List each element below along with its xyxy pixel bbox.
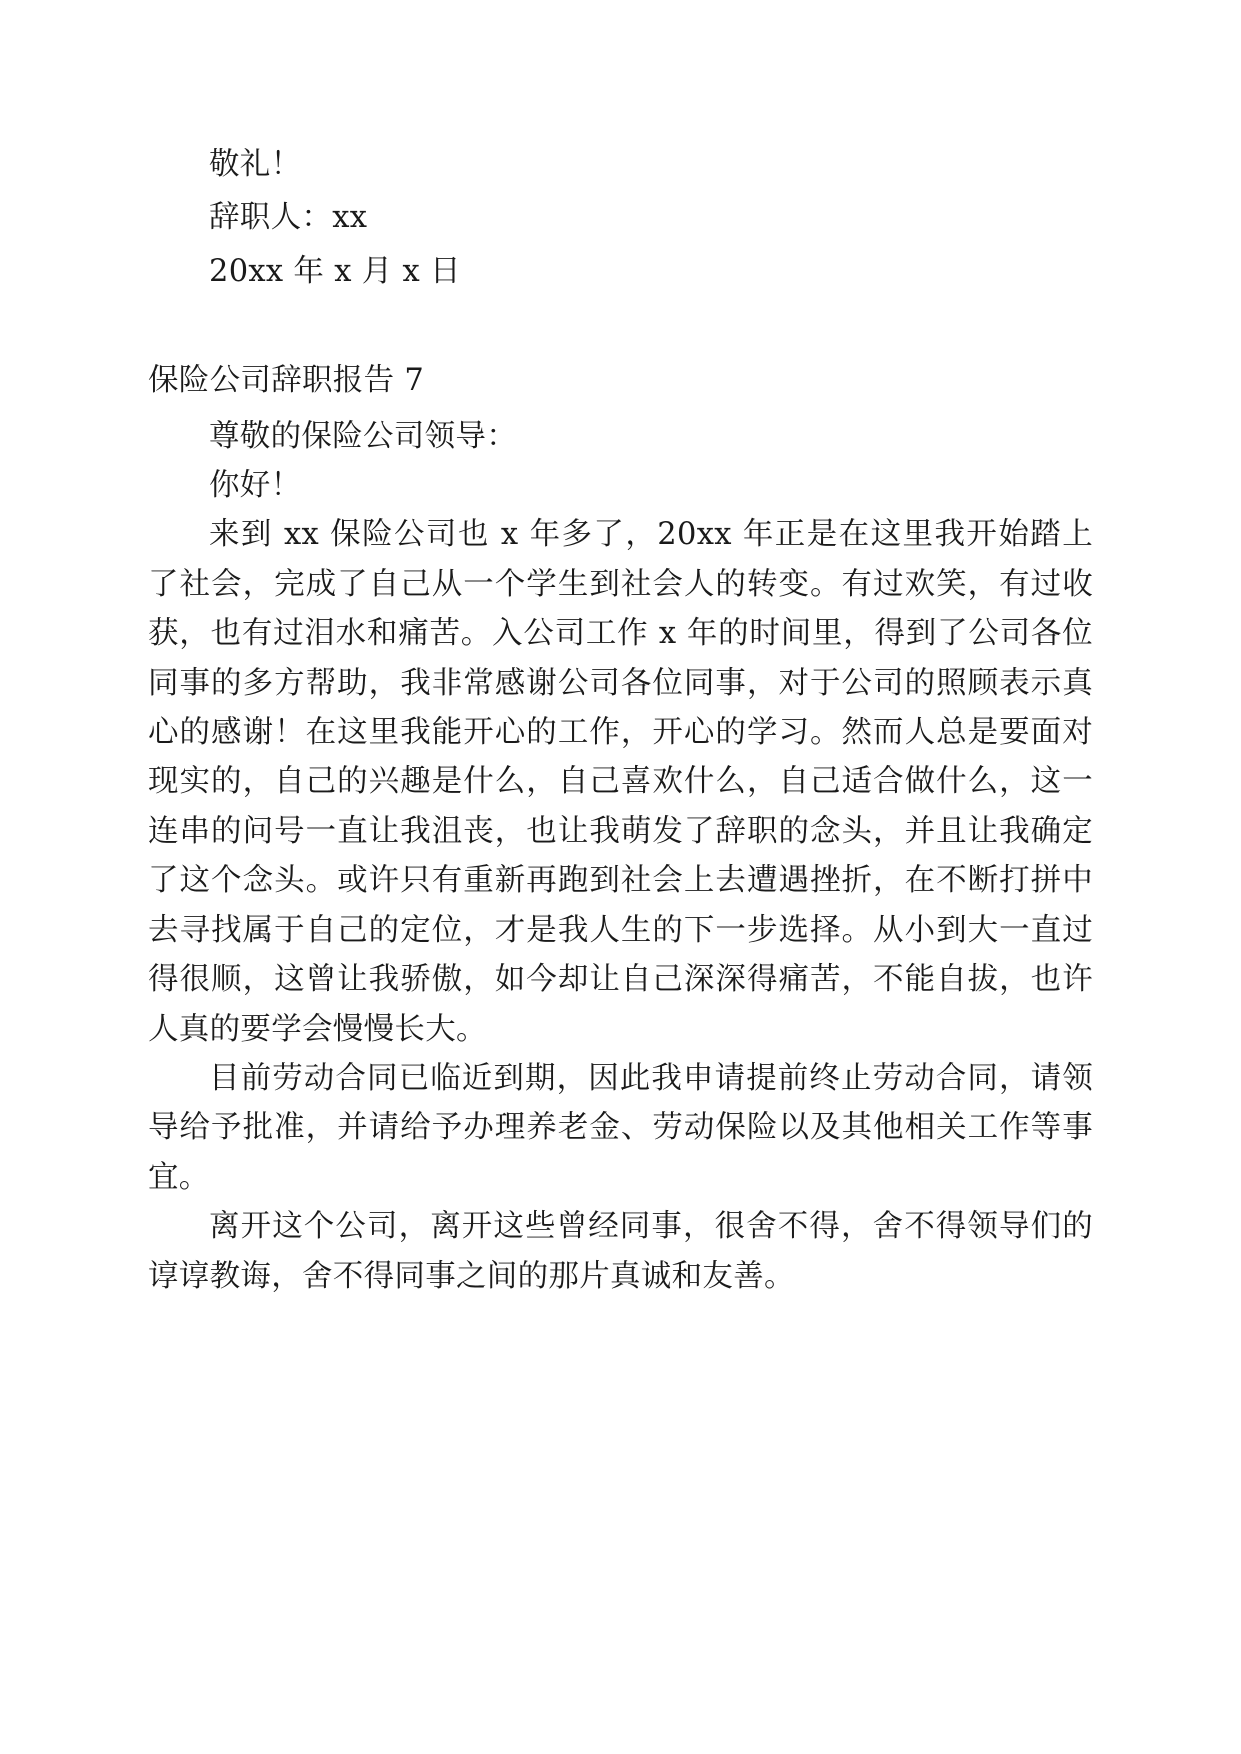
closing-signature: 辞职人：xx	[209, 200, 368, 236]
body-paragraph-2: 目前劳动合同已临近到期，因此我申请提前终止劳动合同，请领导给予批准，并请给予办理养老金、劳动保险以及其他相关工作等事宜。	[148, 1060, 1093, 1195]
greeting-line: 尊敬的保险公司领导：	[209, 418, 517, 454]
closing-date: 20xx 年 x 月 x 日	[209, 253, 461, 289]
section-title: 保险公司辞职报告 7	[148, 363, 425, 399]
closing-salute: 敬礼！	[209, 147, 302, 182]
body-paragraph-3: 离开这个公司，离开这些曾经同事，很舍不得，舍不得领导们的谆谆教诲，舍不得同事之间的那片真诚和友善。	[148, 1209, 1093, 1294]
body-paragraph-1: 来到 xx 保险公司也 x 年多了，20xx 年正是在这里我开始踏上了社会，完成了自己从一个学生到社会人的转变。有过欢笑，有过收获，也有过泪水和痛苦。入公司工作 x 年的时间里，得到了公司各位同事的多方帮助，我非常感谢公司各位同事，对于公司的照顾表示真心的感谢！在这里我能开心的工作，开心的学习。然而人总是要面对现实的，自己的兴趣是什么，自己喜欢什么，自己适合做什么，这一连串的问号一直让我沮丧，也让我萌发了辞职的念头，并且让我确定了这个念头。或许只有重新再跑到社会上去遭遇挫折，在不断打拼中去寻找属于自己的定位，才是我人生的下一步选择。从小到大一直过得很顺，这曾让我骄傲，如今却让自己深深得痛苦，不能自拔，也许人真的要学会慢慢长大。	[148, 517, 1093, 1047]
document-body	[148, 140, 1093, 1301]
section-divider-space	[148, 300, 1093, 356]
hello-line: 你好！	[209, 468, 302, 504]
